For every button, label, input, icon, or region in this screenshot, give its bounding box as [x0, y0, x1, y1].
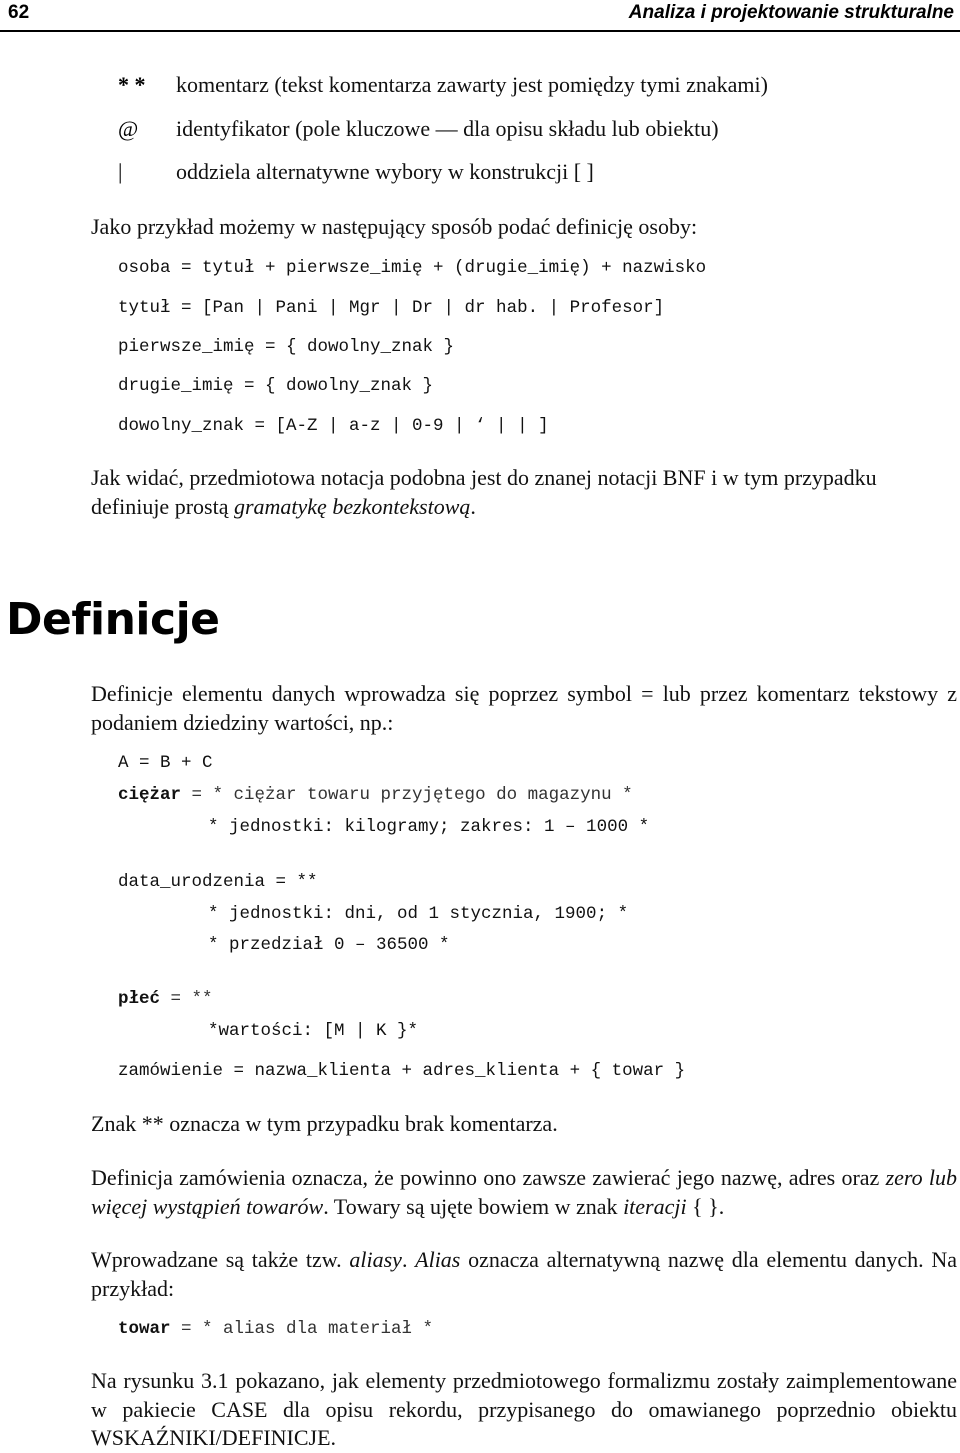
page-number: 62: [8, 2, 30, 23]
code-line: * jednostki: kilogramy; zakres: 1 – 1000 *: [208, 817, 650, 837]
komentarz-note: Znak ** oznacza w tym przypadku brak komentarza.: [91, 1111, 558, 1136]
legend-text: identyfikator (pole kluczowe — dla opisu składu lub obiektu): [176, 116, 719, 141]
zam-italic-1: zero lub więcej wystąpień towarów: [91, 1165, 958, 1219]
code-line: dowolny_znak = [A-Z | a-z | 0-9 | ‘ | | ]: [118, 416, 549, 436]
code-line: * jednostki: dni, od 1 stycznia, 1900; *: [208, 904, 629, 924]
legend-symbol: |: [118, 159, 123, 184]
legend-text: komentarz (tekst komentarza zawarty jest pomiędzy tymi znakami): [176, 72, 768, 97]
code-name: płeć: [118, 989, 161, 1009]
legend-row-identifier: [118, 115, 938, 145]
code-line: A = B + C: [118, 753, 213, 773]
code-line: [118, 784, 633, 806]
code-rest: = * alias dla materiał *: [170, 1319, 434, 1339]
legend-symbol: @: [118, 116, 139, 141]
code-line: *wartości: [M | K }*: [208, 1021, 419, 1041]
bnf-italic: gramatykę bezkontekstową: [233, 494, 471, 519]
definitions-intro: Definicje elementu danych wprowadza się poprzez symbol = lub przez komentarz tekstowy z podaniem dziedziny wartości, np.:: [91, 681, 957, 735]
zam-italic-2: iteracji: [623, 1194, 687, 1219]
alias-text-2: .: [401, 1247, 416, 1272]
code-line: drugie_imię = { dowolny_znak }: [118, 376, 434, 396]
alias-paragraph: [91, 1245, 957, 1303]
zam-text-2: . Towary są ujęte bowiem w znak: [323, 1194, 624, 1219]
bnf-paragraph: [91, 463, 957, 521]
legend-row-alternative: [118, 158, 938, 188]
section-heading: Definicje: [6, 594, 220, 645]
alias-text-1: Wprowadzane są także tzw.: [91, 1247, 350, 1272]
alias-text-3: oznacza alternatywną nazwę dla elementu danych. Na przykład:: [91, 1247, 958, 1301]
intro-paragraph: Jako przykład możemy w następujący sposób podać definicję osoby:: [91, 214, 698, 239]
code-rest: = **: [160, 989, 213, 1009]
header-rule: [0, 30, 960, 32]
figure-paragraph: Na rysunku 3.1 pokazano, jak elementy przedmiotowego formalizmu zostały zaimplementowane w pakiecie CASE dla opisu rekordu, przypisanego do omawianego poprzednio obiektu WSKAŹNIKI/DEFINICJE.: [91, 1368, 957, 1450]
code-line: zamówienie = nazwa_klienta + adres_klienta + { towar }: [118, 1061, 686, 1081]
code-line: data_urodzenia = **: [118, 872, 318, 892]
bnf-text: Jak widać, przedmiotowa notacja podobna jest do znanej notacji BNF i w tym przypadku definiuje prostą: [91, 465, 877, 519]
page-header: [0, 0, 960, 28]
legend-text: oddziela alternatywne wybory w konstrukcji [ ]: [176, 159, 594, 184]
alias-italic-1: aliasy: [349, 1247, 402, 1272]
code-name: ciężar: [118, 785, 182, 805]
alias-italic-2: Alias: [415, 1247, 461, 1272]
code-line: osoba = tytuł + pierwsze_imię + (drugie_imię) + nazwisko: [118, 258, 707, 278]
code-line: * przedział 0 – 36500 *: [208, 935, 450, 955]
code-line: pierwsze_imię = { dowolny_znak }: [118, 337, 455, 357]
zam-text-1: Definicja zamówienia oznacza, że powinno ono zawsze zawierać jego nazwę, adres oraz: [91, 1165, 886, 1190]
code-line: tytuł = [Pan | Pani | Mgr | Dr | dr hab. | Profesor]: [118, 298, 665, 318]
bnf-end: .: [470, 494, 476, 519]
code-line: [118, 988, 213, 1010]
code-rest: = * ciężar towaru przyjętego do magazynu *: [181, 785, 633, 805]
legend-symbol: * *: [118, 72, 146, 97]
legend-row-comment: [118, 71, 938, 101]
code-name: towar: [118, 1319, 171, 1339]
zam-text-3: { }.: [686, 1194, 725, 1219]
code-line: [118, 1318, 433, 1340]
zamowienie-paragraph: [91, 1163, 957, 1221]
running-title: Analiza i projektowanie strukturalne: [628, 2, 954, 23]
